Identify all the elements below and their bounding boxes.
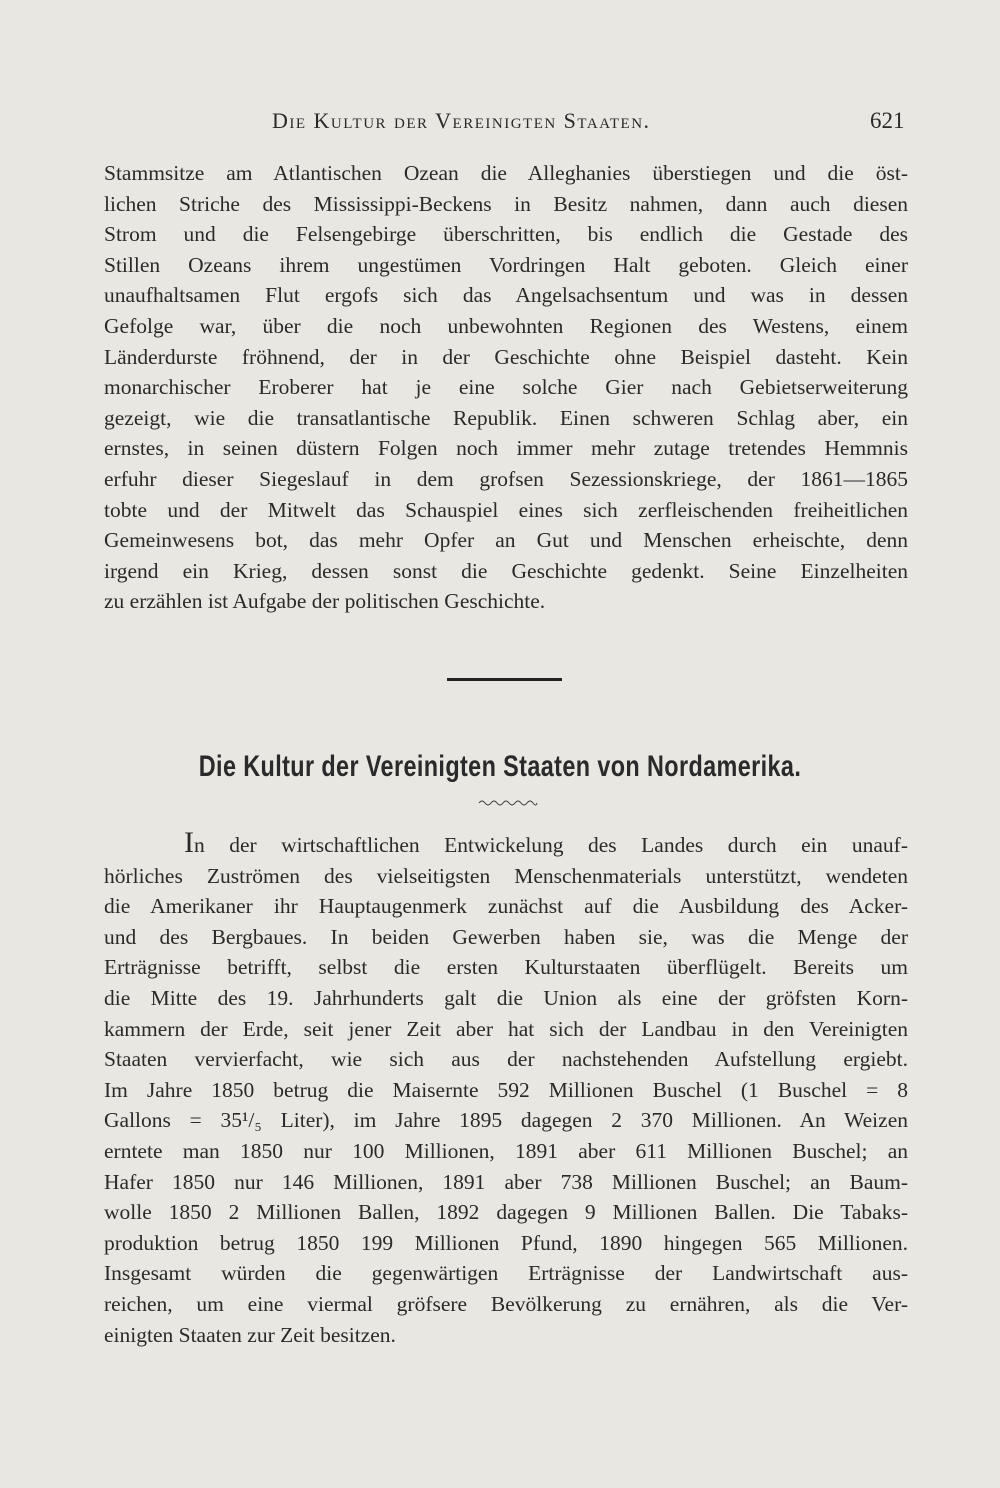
section-heading: Die Kultur der Vereinigten Staaten von Nordamerika.: [198, 750, 802, 783]
text-line: die Amerikaner ihr Hauptaugenmerk zunächst auf die Ausbildung des Acker-: [104, 894, 908, 919]
running-head: [0, 108, 1000, 138]
text-line: und des Bergbaues. In beiden Gewerben haben sie, was die Menge der: [104, 924, 908, 949]
first-line-text: n der wirtschaftlichen Entwickelung des Landes durch ein unauf-: [194, 833, 908, 857]
text-line: Staaten vervierfacht, wie sich aus der nachstehenden Aufstellung ergiebt.: [104, 1047, 908, 1072]
text-line: irgend ein Krieg, dessen sonst die Geschichte gedenkt. Seine Einzelheiten: [104, 558, 908, 583]
text-line: Länderdurste fröhnend, der in der Geschichte ohne Beispiel dasteht. Kein: [104, 344, 908, 369]
text-line: Gemeinwesens bot, das mehr Opfer an Gut und Menschen erheischte, denn: [104, 528, 908, 553]
text-line: ernstes, in seinen düstern Folgen noch immer mehr zutage tretendes Hemmnis: [104, 436, 908, 461]
drop-initial: I: [184, 826, 194, 859]
text-line: unaufhaltsamen Flut ergofs sich das Angelsachsentum und was in dessen: [104, 283, 908, 308]
text-line: Strom und die Felsengebirge überschritten, bis endlich die Gestade des: [104, 222, 908, 247]
text-line: Insgesamt würden die gegenwärtigen Erträgnisse der Landwirtschaft aus-: [104, 1261, 908, 1286]
text-line: erfuhr dieser Siegeslauf in dem grofsen Sezessionskriege, der 1861—1865: [104, 466, 908, 491]
text-line: Erträgnisse betrifft, selbst die ersten Kulturstaaten überflügelt. Bereits um: [104, 955, 908, 980]
wavy-ornament-icon: [478, 798, 538, 808]
text-line: erntete man 1850 nur 100 Millionen, 1891 aber 611 Millionen Buschel; an: [104, 1138, 908, 1163]
text-line: Gefolge war, über die noch unbewohnten Regionen des Westens, einem: [104, 313, 908, 338]
section-separator-rule: [447, 678, 562, 681]
text-line: wolle 1850 2 Millionen Ballen, 1892 dagegen 9 Millionen Ballen. Die Tabaks-: [104, 1200, 908, 1225]
text-line: Gallons = 35¹/₅ Liter), im Jahre 1895 dagegen 2 370 Millionen. An Weizen: [104, 1108, 908, 1133]
text-line: tobte und der Mitwelt das Schauspiel eines sich zerfleischenden freiheitlichen: [104, 497, 908, 522]
text-line: reichen, um eine viermal gröfsere Bevölkerung zu ernähren, als die Ver-: [104, 1291, 908, 1316]
text-line: zu erzählen ist Aufgabe der politischen Geschichte.: [104, 589, 546, 614]
text-line: Hafer 1850 nur 146 Millionen, 1891 aber 738 Millionen Buschel; an Baum-: [104, 1169, 908, 1194]
text-line: Im Jahre 1850 betrug die Maisernte 592 Millionen Buschel (1 Buschel = 8: [104, 1077, 908, 1102]
first-line: [104, 826, 908, 861]
page-number: 621: [870, 108, 905, 133]
text-line: produktion betrug 1850 199 Millionen Pfund, 1890 hingegen 565 Millionen.: [104, 1230, 908, 1255]
text-line: Stillen Ozeans ihrem ungestümen Vordringen Halt geboten. Gleich einer: [104, 252, 908, 277]
text-line: Stammsitze am Atlantischen Ozean die Alleghanies überstiegen und die öst-: [104, 161, 908, 185]
text-line: lichen Striche des Mississippi-Beckens in Besitz nahmen, dann auch diesen: [104, 191, 908, 216]
continued-paragraph: [104, 158, 908, 617]
text-line: hörliches Zuströmen des vielseitigsten Menschenmaterials unterstützt, wendeten: [104, 863, 908, 888]
text-line: einigten Staaten zur Zeit besitzen.: [104, 1322, 396, 1347]
section-paragraph: [104, 826, 908, 1350]
running-title: Die Kultur der Vereinigten Staaten.: [272, 108, 651, 133]
text-line: gezeigt, wie die transatlantische Republik. Einen schweren Schlag aber, ein: [104, 405, 908, 430]
text-line: kammern der Erde, seit jener Zeit aber hat sich der Landbau in den Vereinigten: [104, 1016, 908, 1041]
text-line: monarchischer Eroberer hat je eine solche Gier nach Gebietserweiterung: [104, 375, 908, 400]
text-line: die Mitte des 19. Jahrhunderts galt die Union als eine der gröfsten Korn-: [104, 985, 908, 1010]
